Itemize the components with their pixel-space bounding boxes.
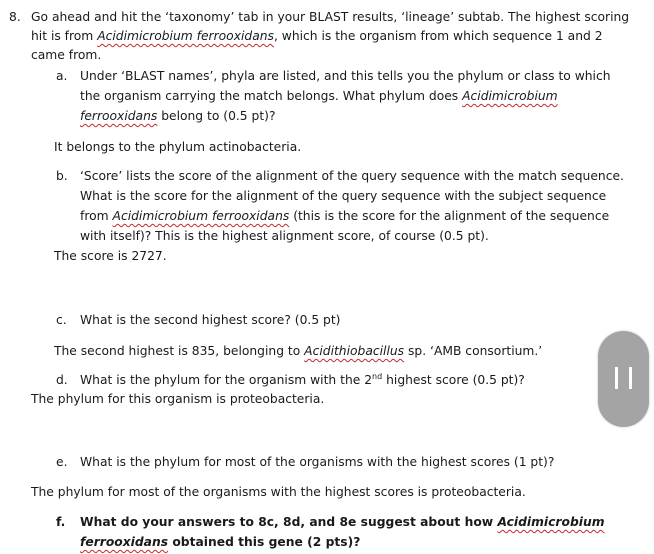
item-marker-e: e. — [56, 455, 68, 469]
answer-a: It belongs to the phylum actinobacteria. — [54, 140, 302, 154]
organism-name: ferrooxidans — [80, 109, 158, 123]
question-a-line-3: ferrooxidans belong to (0.5 pt)? — [80, 109, 276, 123]
question-e: What is the phylum for most of the organisms with the highest scores (1 pt)? — [80, 455, 555, 469]
intro-line-3: came from. — [31, 48, 102, 62]
answer-c: The second highest is 835, belonging to Acidithiobacillus sp. ‘AMB consortium.’ — [54, 344, 543, 358]
organism-name: Acidithiobacillus — [304, 344, 405, 358]
pause-bars-icon — [615, 367, 632, 389]
answer-b: The score is 2727. — [54, 249, 167, 263]
question-b-line-4: with itself)? This is the highest alignment score, of course (0.5 pt). — [80, 229, 489, 243]
item-marker-b: b. — [56, 169, 68, 183]
question-b-line-1: ‘Score’ lists the score of the alignment of the query sequence with the match sequence. — [80, 169, 624, 183]
organism-name: Acidimicrobium — [497, 515, 605, 529]
question-c: What is the second highest score? (0.5 pt) — [80, 313, 341, 327]
item-marker-c: c. — [56, 313, 67, 327]
answer-d: The phylum for this organism is proteobacteria. — [31, 392, 325, 406]
question-d: What is the phylum for the organism with the 2nd highest score (0.5 pt)? — [80, 371, 525, 387]
answer-e: The phylum for most of the organisms with the highest scores is proteobacteria. — [31, 485, 526, 499]
intro-line-1: Go ahead and hit the ‘taxonomy’ tab in your BLAST results, ‘lineage’ subtab. The highest scoring — [31, 10, 630, 24]
question-f-line-2: ferrooxidans obtained this gene (2 pts)? — [80, 535, 361, 549]
question-f-line-1: What do your answers to 8c, 8d, and 8e suggest about how Acidimicrobium — [80, 515, 605, 529]
side-drag-handle[interactable] — [598, 331, 649, 427]
question-b-line-2: What is the score for the alignment of the query sequence with the subject sequence — [80, 189, 607, 203]
question-b-line-3: from Acidimicrobium ferrooxidans (this is the score for the alignment of the sequence — [80, 209, 610, 223]
intro-line-2: hit is from Acidimicrobium ferrooxidans, which is the organism from which sequence 1 and 2 — [31, 29, 603, 43]
question-a-line-1: Under ‘BLAST names’, phyla are listed, and this tells you the phylum or class to which — [80, 69, 611, 83]
organism-name: ferrooxidans — [80, 535, 169, 549]
item-marker-f: f. — [56, 515, 66, 529]
question-a-line-2: the organism carrying the match belongs. What phylum does Acidimicrobium — [80, 89, 558, 103]
organism-name: Acidimicrobium — [462, 89, 558, 103]
item-marker-a: a. — [56, 69, 68, 83]
organism-name: Acidimicrobium ferrooxidans — [112, 209, 290, 223]
item-marker-d: d. — [56, 373, 68, 387]
question-number: 8. — [9, 10, 21, 24]
organism-name: Acidimicrobium ferrooxidans — [97, 29, 274, 43]
